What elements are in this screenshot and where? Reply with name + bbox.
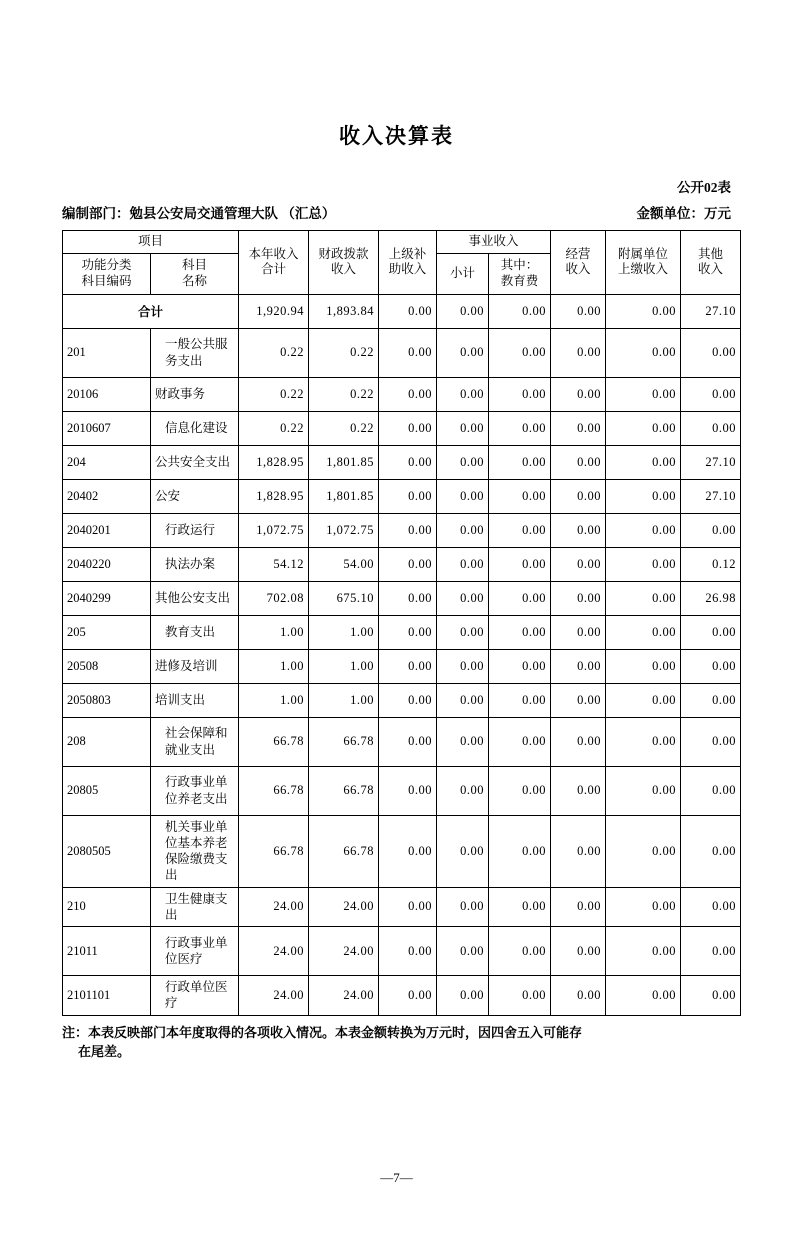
cell-value: 27.10: [681, 445, 741, 479]
cell-value: 0.00: [437, 683, 489, 717]
cell-value: 66.78: [309, 815, 379, 887]
cell-value: 0.00: [379, 927, 437, 976]
table-row: [63, 717, 741, 766]
cell-value: 0.00: [379, 717, 437, 766]
page-number: —7—: [380, 1170, 413, 1185]
cell-value: 0.00: [551, 377, 606, 411]
cell-value: 0.00: [489, 683, 551, 717]
cell-value: 0.00: [551, 615, 606, 649]
row-total-label: 合计: [63, 294, 239, 328]
table-row: [63, 547, 741, 581]
header-item-group: 项目: [63, 231, 239, 254]
header-fiscal-line2: 收入: [331, 262, 357, 277]
header-superior-subsidy: [379, 231, 437, 295]
cell-subject-name: 行政单位医疗: [151, 976, 239, 1016]
cell-value: 0.00: [606, 377, 681, 411]
page-title: 收入决算表: [339, 124, 454, 148]
cell-value: 0.00: [489, 581, 551, 615]
cell-value: 0.00: [379, 766, 437, 815]
table-row: [63, 766, 741, 815]
header-row-group: [63, 231, 741, 254]
cell-value: 0.00: [379, 815, 437, 887]
cell-value: 66.78: [239, 766, 309, 815]
cell-value: 0.00: [489, 328, 551, 377]
cell-value: 24.00: [239, 887, 309, 927]
table-row: [63, 815, 741, 887]
cell-value: 0.00: [681, 766, 741, 815]
cell-value: 0.00: [437, 615, 489, 649]
table-note: [62, 1023, 731, 1062]
header-subject-name: [151, 253, 239, 294]
cell-value: 0.00: [606, 815, 681, 887]
cell-value: 0.00: [681, 411, 741, 445]
cell-function-code: 2040299: [63, 581, 151, 615]
cell-subject-name: 教育支出: [151, 615, 239, 649]
cell-function-code: 2010607: [63, 411, 151, 445]
header-business-income-group: 事业收入: [437, 231, 551, 254]
table-row: [63, 377, 741, 411]
cell-value: 0.00: [489, 294, 551, 328]
document-page: [0, 120, 793, 1242]
cell-subject-name: 行政事业单位养老支出: [151, 766, 239, 815]
cell-value: 0.00: [551, 649, 606, 683]
cell-value: 0.00: [606, 927, 681, 976]
cell-value: 0.00: [379, 411, 437, 445]
cell-value: 0.00: [551, 411, 606, 445]
cell-value: 0.00: [379, 649, 437, 683]
table-row: [63, 479, 741, 513]
cell-function-code: 21011: [63, 927, 151, 976]
cell-value: 0.00: [551, 513, 606, 547]
cell-value: 0.00: [489, 976, 551, 1016]
cell-value: 0.00: [379, 328, 437, 377]
cell-value: 0.00: [551, 294, 606, 328]
header-function-code-line2: 科目编码: [81, 273, 132, 288]
cell-value: 0.00: [489, 887, 551, 927]
cell-value: 0.22: [309, 328, 379, 377]
cell-value: 1,801.85: [309, 479, 379, 513]
cell-value: 0.00: [551, 581, 606, 615]
cell-subject-name: 一般公共服务支出: [151, 328, 239, 377]
cell-value: 0.00: [379, 683, 437, 717]
header-operating-line1: 经营: [565, 246, 591, 261]
cell-value: 0.00: [551, 683, 606, 717]
table-row: [63, 927, 741, 976]
cell-value: 0.22: [309, 377, 379, 411]
header-subtotal: 小计: [437, 253, 489, 294]
header-other-income: [681, 231, 741, 295]
cell-value: 27.10: [681, 479, 741, 513]
cell-subject-name: 财政事务: [151, 377, 239, 411]
cell-value: 0.22: [239, 328, 309, 377]
cell-value: 1.00: [309, 615, 379, 649]
header-other-line1: 其他: [698, 246, 724, 261]
cell-subject-name: 其他公安支出: [151, 581, 239, 615]
cell-function-code: 20508: [63, 649, 151, 683]
cell-value: 1.00: [239, 649, 309, 683]
cell-value: 0.00: [551, 766, 606, 815]
cell-value: 66.78: [239, 815, 309, 887]
cell-value: 0.00: [489, 766, 551, 815]
cell-value: 0.00: [551, 445, 606, 479]
cell-value: 0.00: [606, 479, 681, 513]
cell-value: 0.00: [489, 815, 551, 887]
cell-subject-name: 行政事业单位医疗: [151, 927, 239, 976]
cell-value: 24.00: [309, 927, 379, 976]
header-affiliated-line2: 上缴收入: [618, 262, 669, 277]
cell-function-code: 2040201: [63, 513, 151, 547]
cell-value: 0.00: [379, 377, 437, 411]
cell-value: 66.78: [309, 717, 379, 766]
cell-value: 0.00: [437, 717, 489, 766]
form-number: 公开02表: [677, 180, 731, 195]
cell-function-code: 2080505: [63, 815, 151, 887]
cell-value: 0.00: [681, 887, 741, 927]
table-head: [63, 231, 741, 295]
cell-value: 0.00: [379, 513, 437, 547]
department-name: 勉县公安局交通管理大队 （汇总）: [129, 206, 336, 221]
cell-value: 0.00: [606, 445, 681, 479]
table-row: [63, 615, 741, 649]
cell-value: 66.78: [239, 717, 309, 766]
table-row: [63, 976, 741, 1016]
table-row: [63, 581, 741, 615]
cell-value: 0.00: [681, 377, 741, 411]
cell-value: 0.00: [379, 479, 437, 513]
header-of-which-line2: 教育费: [500, 273, 539, 288]
cell-value: 702.08: [239, 581, 309, 615]
cell-value: 0.00: [551, 815, 606, 887]
header-other-line2: 收入: [698, 262, 724, 277]
cell-value: 0.00: [437, 547, 489, 581]
cell-value: 0.00: [606, 717, 681, 766]
cell-value: 24.00: [239, 976, 309, 1016]
cell-value: 0.00: [606, 887, 681, 927]
cell-value: 0.00: [489, 717, 551, 766]
cell-value: 0.00: [606, 766, 681, 815]
cell-value: 1.00: [239, 615, 309, 649]
header-affiliated-line1: 附属单位: [618, 246, 669, 261]
header-fiscal-line1: 财政拨款: [318, 246, 369, 261]
cell-value: 0.00: [681, 976, 741, 1016]
cell-value: 0.22: [239, 377, 309, 411]
cell-value: 0.00: [437, 976, 489, 1016]
cell-value: 0.00: [489, 615, 551, 649]
cell-value: 1,828.95: [239, 479, 309, 513]
header-year-income-line1: 本年收入: [248, 246, 299, 261]
cell-value: 0.00: [606, 294, 681, 328]
cell-value: 0.00: [681, 815, 741, 887]
cell-value: 24.00: [309, 976, 379, 1016]
cell-value: 0.00: [681, 717, 741, 766]
cell-value: 1,072.75: [239, 513, 309, 547]
header-superior-line1: 上级补: [388, 246, 427, 261]
header-superior-line2: 助收入: [388, 262, 427, 277]
cell-value: 0.00: [681, 615, 741, 649]
cell-value: 1,828.95: [239, 445, 309, 479]
cell-value: 0.00: [681, 513, 741, 547]
cell-value: 27.10: [681, 294, 741, 328]
cell-subject-name: 进修及培训: [151, 649, 239, 683]
table-row: [63, 887, 741, 927]
cell-value: 54.12: [239, 547, 309, 581]
cell-value: 0.00: [437, 581, 489, 615]
cell-function-code: 2050803: [63, 683, 151, 717]
cell-value: 0.22: [309, 411, 379, 445]
cell-subject-name: 培训支出: [151, 683, 239, 717]
cell-value: 0.00: [681, 649, 741, 683]
amount-unit: 金额单位：万元: [636, 206, 731, 221]
cell-value: 0.00: [606, 547, 681, 581]
cell-value: 0.00: [551, 927, 606, 976]
cell-subject-name: 卫生健康支出: [151, 887, 239, 927]
cell-subject-name: 公共安全支出: [151, 445, 239, 479]
cell-subject-name: 行政运行: [151, 513, 239, 547]
department-row: [62, 202, 731, 222]
cell-value: 0.00: [489, 411, 551, 445]
department-label: 编制部门：: [62, 206, 130, 221]
cell-value: 0.00: [379, 887, 437, 927]
cell-value: 0.00: [681, 328, 741, 377]
cell-value: 0.00: [681, 683, 741, 717]
cell-value: 0.00: [489, 649, 551, 683]
cell-value: 0.00: [437, 479, 489, 513]
cell-value: 0.00: [489, 479, 551, 513]
cell-value: 1,072.75: [309, 513, 379, 547]
header-year-income: [239, 231, 309, 295]
table-row: [63, 294, 741, 328]
cell-value: 0.00: [489, 547, 551, 581]
cell-value: 0.00: [489, 377, 551, 411]
cell-function-code: 210: [63, 887, 151, 927]
cell-value: 26.98: [681, 581, 741, 615]
cell-value: 1,920.94: [239, 294, 309, 328]
cell-value: 0.00: [437, 815, 489, 887]
income-final-accounts-table: [62, 230, 741, 1016]
department-block: [62, 202, 335, 222]
cell-value: 0.00: [379, 547, 437, 581]
cell-value: 0.00: [437, 328, 489, 377]
cell-value: 0.00: [606, 683, 681, 717]
cell-value: 0.00: [551, 547, 606, 581]
cell-function-code: 2040220: [63, 547, 151, 581]
cell-subject-name: 执法办案: [151, 547, 239, 581]
cell-value: 0.00: [606, 976, 681, 1016]
cell-function-code: 205: [63, 615, 151, 649]
cell-value: 54.00: [309, 547, 379, 581]
cell-subject-name: 公安: [151, 479, 239, 513]
cell-function-code: 204: [63, 445, 151, 479]
cell-value: 0.00: [437, 649, 489, 683]
cell-value: 1,801.85: [309, 445, 379, 479]
cell-value: 0.00: [437, 927, 489, 976]
header-function-code: [63, 253, 151, 294]
table-body: [63, 294, 741, 1015]
header-year-income-line2: 合计: [261, 262, 287, 277]
cell-value: 0.00: [606, 328, 681, 377]
cell-value: 0.00: [606, 513, 681, 547]
cell-value: 0.00: [606, 615, 681, 649]
cell-value: 0.00: [437, 377, 489, 411]
header-fiscal-appropriation: [309, 231, 379, 295]
cell-function-code: 20402: [63, 479, 151, 513]
cell-function-code: 201: [63, 328, 151, 377]
table-row: [63, 649, 741, 683]
cell-value: 0.00: [437, 513, 489, 547]
cell-function-code: 20805: [63, 766, 151, 815]
cell-value: 0.00: [379, 581, 437, 615]
cell-value: 24.00: [239, 927, 309, 976]
cell-value: 0.00: [551, 328, 606, 377]
cell-function-code: 208: [63, 717, 151, 766]
cell-subject-name: 信息化建设: [151, 411, 239, 445]
cell-value: 0.00: [437, 766, 489, 815]
cell-value: 1.00: [309, 683, 379, 717]
cell-value: 0.00: [551, 717, 606, 766]
header-of-which-line1: 其中：: [500, 258, 539, 272]
cell-value: 0.00: [606, 581, 681, 615]
header-of-which-education-fee: [489, 253, 551, 294]
cell-value: 0.00: [379, 615, 437, 649]
header-affiliated-remittance: [606, 231, 681, 295]
cell-value: 0.00: [437, 445, 489, 479]
cell-function-code: 2101101: [63, 976, 151, 1016]
cell-value: 0.00: [379, 294, 437, 328]
table-row: [63, 411, 741, 445]
cell-value: 0.00: [681, 927, 741, 976]
cell-value: 0.00: [437, 411, 489, 445]
cell-value: 0.00: [606, 649, 681, 683]
cell-value: 1.00: [309, 649, 379, 683]
header-function-code-line1: 功能分类: [81, 258, 132, 272]
table-row: [63, 328, 741, 377]
cell-value: 0.00: [437, 887, 489, 927]
cell-value: 0.00: [489, 513, 551, 547]
table-row: [63, 683, 741, 717]
cell-value: 0.00: [551, 887, 606, 927]
cell-value: 0.12: [681, 547, 741, 581]
form-number-row: [62, 176, 731, 196]
note-line-2: 在尾差。: [78, 1044, 131, 1060]
table-row: [63, 513, 741, 547]
cell-value: 1,893.84: [309, 294, 379, 328]
header-operating-line2: 收入: [565, 262, 591, 277]
note-line-1: 注：本表反映部门本年度取得的各项收入情况。本表金额转换为万元时，因四舍五入可能存: [62, 1024, 583, 1040]
cell-subject-name: 机关事业单位基本养老保险缴费支出: [151, 815, 239, 887]
cell-value: 0.00: [379, 445, 437, 479]
header-operating-income: [551, 231, 606, 295]
header-subject-name-line1: 科目: [182, 258, 208, 272]
cell-value: 0.22: [239, 411, 309, 445]
cell-value: 0.00: [551, 976, 606, 1016]
cell-value: 0.00: [437, 294, 489, 328]
cell-function-code: 20106: [63, 377, 151, 411]
cell-value: 0.00: [489, 445, 551, 479]
cell-value: 66.78: [309, 766, 379, 815]
header-subject-name-line2: 名称: [182, 273, 208, 288]
cell-value: 675.10: [309, 581, 379, 615]
cell-value: 0.00: [551, 479, 606, 513]
cell-value: 0.00: [606, 411, 681, 445]
cell-subject-name: 社会保障和就业支出: [151, 717, 239, 766]
cell-value: 1.00: [239, 683, 309, 717]
table-row: [63, 445, 741, 479]
cell-value: 24.00: [309, 887, 379, 927]
cell-value: 0.00: [489, 927, 551, 976]
cell-value: 0.00: [379, 976, 437, 1016]
